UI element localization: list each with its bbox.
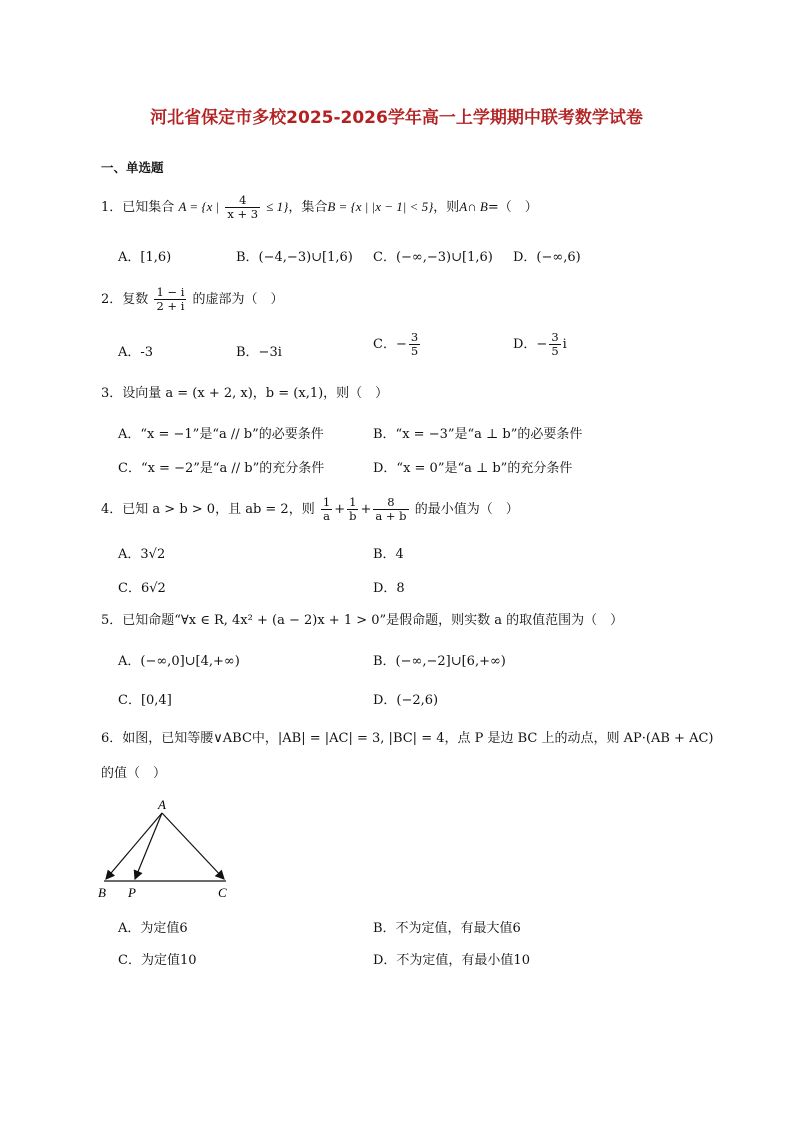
q2-option-c[interactable]: C．− $\frac{3}{5}$ <box>373 330 419 358</box>
expression: A∩ B <box>459 199 488 214</box>
q3-option-b[interactable]: B．“x = −3”是“a ⊥ b”的必要条件 <box>373 427 583 442</box>
q6-option-b[interactable]: B．不为定值，有最大值6 <box>373 921 521 936</box>
question-3: 3．设向量 a = (x + 2, x)，b = (x,1)，则（ ） <box>101 386 389 401</box>
question-text: 的最小值为（ ） <box>414 502 519 517</box>
fraction: $\frac{3}{5}$ <box>551 330 559 358</box>
q6-option-c[interactable]: C．为定值10 <box>118 953 197 968</box>
page-title: 河北省保定市多校2025-2026学年高一上学期期中联考数学试卷 <box>150 108 643 128</box>
vector-ab <box>106 813 162 879</box>
q3-option-d[interactable]: D．“x = 0”是“a ⊥ b”的充分条件 <box>373 461 573 476</box>
label-p: P <box>128 885 136 900</box>
label-c: C <box>218 885 227 900</box>
question-number: 4． <box>101 502 123 517</box>
q2-option-d[interactable]: D．− $\frac{3}{5}$ i <box>513 330 567 358</box>
q5-option-c[interactable]: C．[0,4] <box>118 693 172 708</box>
q3-option-a[interactable]: A．“x = −1”是“a // b”的必要条件 <box>118 427 324 442</box>
fraction: $\frac{3}{5}$ <box>410 330 419 358</box>
fraction: $\frac{4}{x + 3}$ <box>227 193 259 221</box>
question-6-continued: 的值（ ） <box>101 766 167 781</box>
vector-ac <box>162 813 224 879</box>
label-b: B <box>98 885 106 900</box>
question-5: 5．已知命题“∀x ∈ R, 4x² + (a − 2)x + 1 > 0”是假命题，则实数 a 的取值范围为（ ） <box>101 613 624 628</box>
q1-option-d[interactable]: D．(−∞,6) <box>513 250 581 265</box>
q1-option-b[interactable]: B．(−4,−3)∪[1,6) <box>236 250 353 265</box>
q4-option-c[interactable]: C．6√2 <box>118 581 166 596</box>
question-number: 2． <box>101 292 123 307</box>
question-number: 1． <box>101 200 123 215</box>
question-text: ，集合 <box>288 200 328 215</box>
section-heading: 一、单选题 <box>101 160 164 175</box>
question-text: ，则 <box>433 200 460 215</box>
q2-option-b[interactable]: B．−3i <box>236 345 282 360</box>
question-4: 4．已知 a > b > 0，且 ab = 2，则 $\frac{1}{a}$ + $\frac{1}{b}$ + $\frac{8}{a + b}$ 的最小值为（ ） <box>101 495 519 523</box>
question-text: 已知 a > b > 0，且 ab = 2，则 <box>122 502 315 517</box>
fraction: $\frac{8}{a + b}$ <box>375 495 407 523</box>
q6-option-a[interactable]: A．为定值6 <box>118 921 188 936</box>
set-a-expression: A = {x | <box>178 199 220 214</box>
q2-option-a[interactable]: A．-3 <box>118 345 154 360</box>
question-text: 已知集合 <box>122 200 175 215</box>
question-2 <box>101 286 284 313</box>
question-text: 的虚部为（ ） <box>192 292 284 307</box>
question-6: 6．如图，已知等腰∨ABC中，|AB| = |AC| = 3, |BC| = 4，点 P 是边 BC 上的动点，则 AP·(AB + AC) <box>101 731 714 746</box>
q4-option-a[interactable]: A．3√2 <box>118 547 166 562</box>
q4-option-b[interactable]: B．4 <box>373 547 404 562</box>
question-text: 复数 <box>122 292 149 307</box>
q6-option-d[interactable]: D．不为定值，有最小值10 <box>373 953 530 968</box>
label-a: A <box>158 797 166 812</box>
q5-option-a[interactable]: A．(−∞,0]∪[4,+∞) <box>118 654 240 669</box>
set-a-expression-end: ≤ 1} <box>266 199 289 214</box>
vector-ap <box>135 813 162 879</box>
q5-option-d[interactable]: D．(−2,6) <box>373 693 439 708</box>
question-text: =（ ） <box>487 200 538 215</box>
fraction: $\frac{1 - i}{2 + i}$ <box>156 285 185 313</box>
fraction: $\frac{1}{b}$ <box>349 495 357 523</box>
q1-option-a[interactable]: A．[1,6) <box>118 250 172 265</box>
q1-option-c[interactable]: C．(−∞,−3)∪[1,6) <box>373 250 493 265</box>
fraction: $\frac{1}{a}$ <box>322 495 331 523</box>
q5-option-b[interactable]: B．(−∞,−2]∪[6,+∞) <box>373 654 506 669</box>
q3-option-c[interactable]: C．“x = −2”是“a // b”的充分条件 <box>118 461 325 476</box>
question-1 <box>101 194 538 221</box>
set-b-expression: B = {x | |x − 1| < 5} <box>327 199 434 214</box>
triangle-diagram <box>90 795 250 905</box>
q4-option-d[interactable]: D．8 <box>373 581 405 596</box>
